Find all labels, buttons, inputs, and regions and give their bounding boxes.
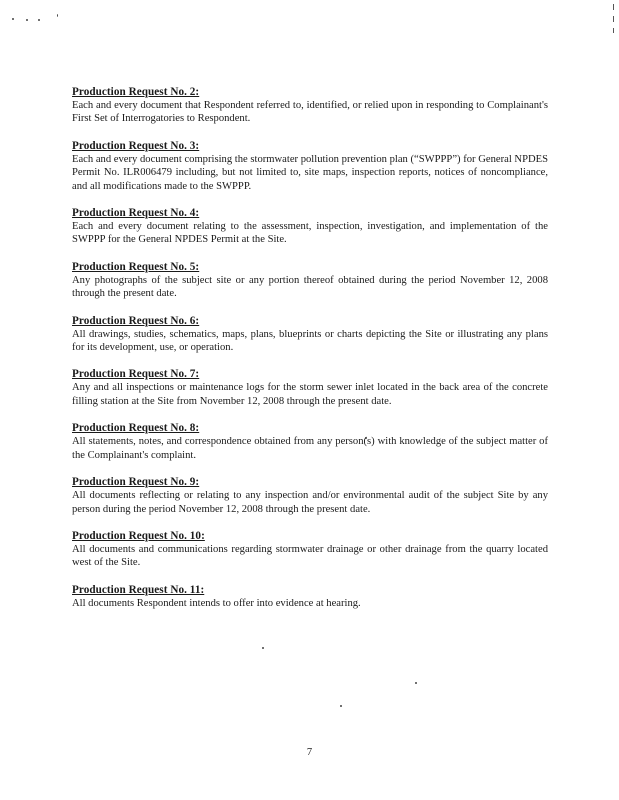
scan-edge-mark — [613, 4, 614, 10]
production-request — [72, 422, 548, 462]
scan-speck — [262, 647, 264, 649]
production-request — [72, 584, 548, 610]
scan-speck — [57, 14, 58, 17]
request-text: All documents reflecting or relating to any inspection and/or environmental audit of the subject Site by any person during the period November 12, 2008 through the present date. — [72, 490, 548, 515]
request-heading: Production Request No. 6: — [72, 314, 200, 327]
production-request — [72, 261, 548, 301]
production-request — [72, 140, 548, 193]
request-text: All drawings, studies, schematics, maps, plans, blueprints or charts depicting the Site or illustrating any plans for its development, use, or operation. — [72, 328, 548, 354]
production-request — [72, 86, 548, 126]
request-heading: Production Request No. 7: — [72, 368, 200, 381]
request-heading: Production Request No. 9: — [72, 476, 200, 489]
request-heading: Production Request No. 8: — [72, 422, 200, 435]
production-requests-list — [72, 86, 548, 624]
production-request — [72, 530, 548, 570]
request-text: All statements, notes, and correspondence obtained from any person(s) with knowledge of the subject matter of the Complainant's complaint. — [72, 436, 548, 461]
production-request — [72, 368, 548, 408]
scan-speck — [415, 682, 417, 684]
request-heading: Production Request No. 11: — [72, 583, 205, 596]
scan-speck — [12, 18, 14, 20]
production-request — [72, 315, 548, 355]
request-text: Each and every document comprising the stormwater pollution prevention plan (“SWPPP”) for General NPDES Permit No. ILR006479 including, but not limited to, site maps, inspection reports, notices of noncompliance, and all modifications made to the SWPPP. — [72, 153, 548, 192]
request-text: Any photographs of the subject site or any portion thereof obtained during the period November 12, 2008 through the present date. — [72, 274, 548, 300]
request-text: Each and every document relating to the assessment, inspection, investigation, and implementation of the SWPPP for the General NPDES Permit at the Site. — [72, 221, 548, 246]
request-text: All documents and communications regarding stormwater drainage or other drainage from the quarry located west of the Site. — [72, 543, 548, 569]
scan-speck — [38, 19, 40, 21]
request-text: All documents Respondent intends to offer into evidence at hearing. — [72, 597, 361, 609]
scan-edge-mark — [613, 28, 614, 33]
scan-edge-mark — [613, 16, 614, 22]
request-text: Any and all inspections or maintenance logs for the storm sewer inlet located in the back area of the concrete filling station at the Site from November 12, 2008 through the present date. — [72, 382, 548, 407]
request-heading: Production Request No. 2: — [72, 86, 200, 98]
request-heading: Production Request No. 4: — [72, 207, 200, 220]
page-number: 7 — [306, 747, 313, 758]
production-request — [72, 476, 548, 516]
request-heading: Production Request No. 5: — [72, 260, 200, 273]
scan-speck — [340, 705, 342, 707]
request-heading: Production Request No. 10: — [72, 529, 205, 542]
scan-speck — [26, 19, 28, 21]
production-request — [72, 207, 548, 247]
request-heading: Production Request No. 3: — [72, 139, 200, 152]
request-text: Each and every document that Respondent referred to, identified, or relied upon in responding to Complainant's First Set of Interrogatories to Respondent. — [72, 100, 548, 125]
